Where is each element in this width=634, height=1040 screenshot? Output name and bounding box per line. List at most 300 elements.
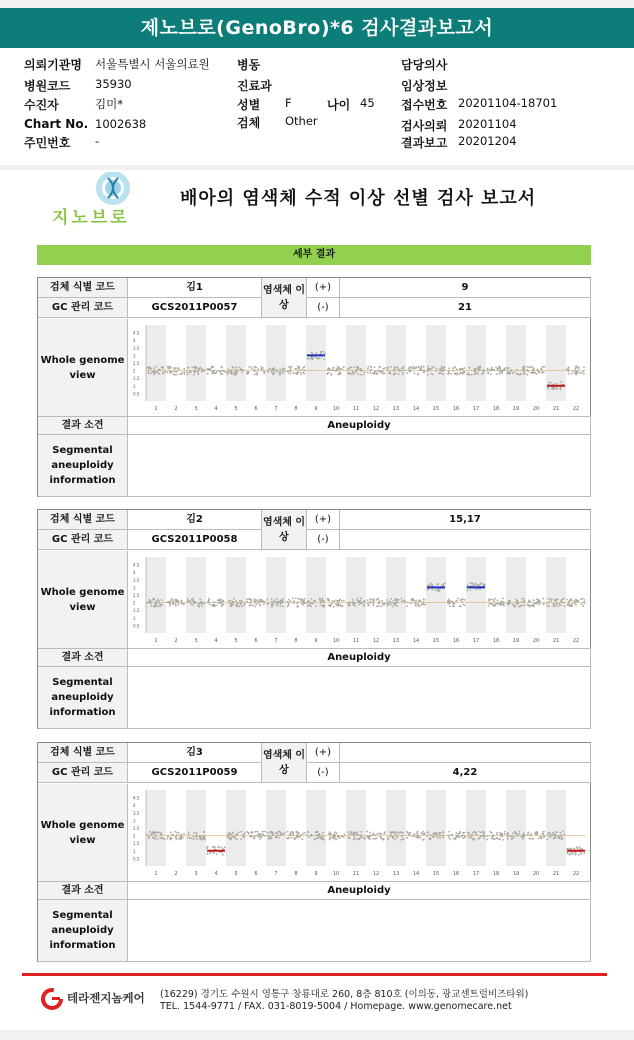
copy-number-point [240,603,242,605]
copy-number-point [268,368,270,370]
copy-number-point [399,831,401,833]
copy-number-point [152,599,154,601]
copy-number-point [479,584,481,586]
copy-number-point [230,604,232,606]
sex-label: 성별 [237,98,261,112]
copy-number-point [436,835,438,837]
recipient-label: 수진자 [24,98,59,112]
copy-number-point [548,832,550,834]
copy-number-point [507,835,509,837]
copy-number-point [319,604,321,606]
copy-number-point [575,368,577,370]
copy-number-point [308,836,310,838]
copy-number-point [348,834,350,836]
copy-number-point [277,831,279,833]
copy-number-point [381,600,383,602]
copy-number-point [175,367,177,369]
chromosome-band [186,325,206,401]
copy-number-point [478,837,480,839]
copy-number-point [290,831,292,833]
copy-number-point [200,602,202,604]
copy-number-point [512,832,514,834]
copy-number-point [574,369,576,371]
copy-number-point [157,599,159,601]
copy-number-point [448,367,450,369]
chromosome-band [266,790,286,866]
copy-number-point [181,603,183,605]
copy-number-point [452,605,454,607]
chromosome-tick-label: 19 [512,638,520,644]
copy-number-point [443,373,445,375]
copy-number-point [523,600,525,602]
gain-label: (+) [307,278,340,298]
copy-number-point [232,836,234,838]
copy-number-point [243,369,245,371]
copy-number-point [481,373,483,375]
report-date-label: 결과보고 [401,136,448,150]
copy-number-point [460,372,462,374]
copy-number-point [374,366,376,368]
copy-number-point [159,369,161,371]
copy-number-point [301,598,303,600]
copy-number-point [259,605,261,607]
copy-number-point [427,831,429,833]
copy-number-point [526,369,528,371]
copy-number-point [263,603,265,605]
segmental-label: Segmental aneuploidy information [38,900,128,962]
copy-number-point [383,838,385,840]
copy-number-point [313,602,315,604]
copy-number-point [467,832,469,834]
copy-number-point [152,371,154,373]
copy-number-point [196,835,198,837]
copy-number-point [254,606,256,608]
copy-number-point [568,848,570,850]
copy-number-point [469,582,471,584]
copy-number-point [336,839,338,841]
copy-number-point [310,358,312,360]
copy-number-point [543,831,545,833]
y-tick-label: 4.5 [133,330,140,336]
gc-code-value: GCS2011P0057 [128,298,262,318]
copy-number-point [235,833,237,835]
copy-number-point [193,836,195,838]
copy-number-point [230,372,232,374]
copy-number-point [530,372,532,374]
y-tick-label: 4.5 [133,562,140,568]
copy-number-point [448,836,450,838]
copy-number-point [152,831,154,833]
copy-number-point [316,837,318,839]
chromosome-tick-label: 9 [314,871,318,877]
chromosome-band [426,325,446,401]
chromosome-tick-label: 18 [492,871,500,877]
copy-number-point [168,366,170,368]
copy-number-point [268,838,270,840]
copy-number-point [228,600,230,602]
copy-number-point [547,605,549,607]
chromosome-band [226,557,246,633]
copy-number-point [571,599,573,601]
chromosome-tick-label: 16 [452,871,460,877]
copy-number-point [241,831,243,833]
copy-number-point [269,832,271,834]
copy-number-point [331,373,333,375]
whole-genome-view-label: Whole genome view [38,551,128,649]
copy-number-point [478,831,480,833]
copy-number-point [181,600,183,602]
copy-number-point [200,835,202,837]
copy-number-point [152,837,154,839]
copy-number-point [279,369,281,371]
y-tick-label: 2.5 [133,593,140,598]
copy-number-point [516,369,518,371]
copy-number-point [494,598,496,600]
y-tick-label: 3 [133,818,136,824]
copy-number-point [169,838,171,840]
copy-number-point [527,834,529,836]
copy-number-point [192,598,194,600]
copy-number-point [537,601,539,603]
copy-number-point [319,598,321,600]
copy-number-point [201,371,203,373]
chromosome-tick-label: 19 [512,871,520,877]
copy-number-point [418,601,420,603]
copy-number-point [574,372,576,374]
copy-number-point [560,838,562,840]
copy-number-point [300,600,302,602]
copy-number-point [429,838,431,840]
copy-number-point [514,836,516,838]
chromosome-band [426,790,446,866]
copy-number-point [515,605,517,607]
copy-number-point [258,836,260,838]
copy-number-point [254,598,256,600]
copy-number-point [464,605,466,607]
copy-number-point [578,366,580,368]
copy-number-point [223,604,225,606]
copy-number-point [522,838,524,840]
copy-number-point [472,839,474,841]
segmental-value [128,435,591,497]
copy-number-point [367,368,369,370]
receipt-label: 접수번호 [401,98,448,112]
copy-number-point [288,602,290,604]
copy-number-point [382,371,384,373]
copy-number-point [527,604,529,606]
copy-number-point [161,833,163,835]
copy-number-point [453,370,455,372]
result-value: Aneuploidy [128,417,591,435]
copy-number-point [474,368,476,370]
copy-number-point [461,601,463,603]
copy-number-point [471,374,473,376]
copy-number-point [169,605,171,607]
copy-number-point [396,835,398,837]
patient-info [0,48,634,165]
copy-number-point [448,599,450,601]
copy-number-point [558,605,560,607]
copy-number-point [421,369,423,371]
copy-number-point [555,835,557,837]
copy-number-point [248,605,250,607]
segmental-value [128,667,591,729]
copy-number-point [164,839,166,841]
copy-number-point [458,833,460,835]
copy-number-point [560,832,562,834]
sample-id-label: 검체 식별 코드 [38,510,128,530]
copy-number-point [576,367,578,369]
chromosome-tick-label: 18 [492,406,500,412]
copy-number-point [361,831,363,833]
y-tick-label: 3.5 [133,577,140,583]
copy-number-point [214,601,216,603]
copy-number-point [423,599,425,601]
copy-number-point [584,602,586,604]
copy-number-point [332,369,334,371]
result-label: 결과 소견 [38,649,128,667]
copy-number-point [243,605,245,607]
copy-number-point [246,599,248,601]
copy-number-point [452,367,454,369]
chromosome-tick-label: 14 [412,638,420,644]
copy-number-point [156,371,158,373]
copy-number-point [583,371,585,373]
copy-number-point [161,837,163,839]
copy-number-point [291,366,293,368]
copy-number-point [449,838,451,840]
copy-number-point [262,831,264,833]
copy-number-point [413,835,415,837]
copy-number-point [239,606,241,608]
whole-genome-view-label: Whole genome view [38,319,128,417]
copy-number-point [437,590,439,592]
result-value: Aneuploidy [128,649,591,667]
copy-number-point [543,836,545,838]
copy-number-point [434,832,436,834]
copy-number-point [419,836,421,838]
copy-number-point [423,833,425,835]
footer-divider [22,973,607,976]
chromosome-band [506,790,526,866]
copy-number-point [422,603,424,605]
copy-number-point [188,832,190,834]
copy-number-point [422,839,424,841]
copy-number-point [216,604,218,606]
copy-number-point [277,602,279,604]
copy-number-point [515,373,517,375]
copy-number-point [393,603,395,605]
copy-number-point [452,602,454,604]
copy-number-point [507,368,509,370]
chromosome-abnormality-label: 염색체 이상 [262,510,307,550]
copy-number-point [202,837,204,839]
copy-number-point [376,373,378,375]
copy-number-point [482,372,484,374]
copy-number-point [495,367,497,369]
copy-number-point [547,839,549,841]
copy-number-point [557,835,559,837]
copy-number-point [519,606,521,608]
copy-number-point [476,368,478,370]
copy-number-point [523,601,525,603]
copy-number-point [272,372,274,374]
copy-number-point [178,832,180,834]
copy-number-point [502,598,504,600]
copy-number-point [370,370,372,372]
copy-number-point [412,366,414,368]
copy-number-chart [128,319,591,416]
chromosome-tick-label: 22 [572,406,580,412]
copy-number-point [295,372,297,374]
copy-number-point [299,598,301,600]
copy-number-point [304,603,306,605]
copy-number-point [551,834,553,836]
copy-number-point [476,834,478,836]
chromosome-band [346,790,366,866]
result-label: 결과 소견 [38,882,128,900]
copy-number-point [296,605,298,607]
copy-number-point [416,833,418,835]
copy-number-point [287,831,289,833]
copy-number-point [266,832,268,834]
copy-number-point [241,606,243,608]
copy-number-point [176,838,178,840]
copy-number-point [208,600,210,602]
copy-number-point [251,600,253,602]
copy-number-point [147,834,149,836]
copy-number-chart [128,784,591,881]
chromosome-tick-label: 1 [154,638,158,644]
copy-number-point [224,371,226,373]
copy-number-point [296,368,298,370]
copy-number-point [191,838,193,840]
copy-number-point [415,367,417,369]
copy-number-point [582,598,584,600]
copy-number-point [211,372,213,374]
copy-number-point [300,374,302,376]
copy-number-point [215,372,217,374]
copy-number-point [155,366,157,368]
copy-number-point [503,605,505,607]
copy-number-point [219,600,221,602]
copy-number-point [358,373,360,375]
copy-number-point [179,838,181,840]
copy-number-point [464,367,466,369]
copy-number-point [433,366,435,368]
copy-number-point [418,367,420,369]
copy-number-point [512,373,514,375]
copy-number-point [292,598,294,600]
copy-number-point [431,585,433,587]
chromosome-tick-label: 21 [552,871,560,877]
copy-number-point [418,604,420,606]
copy-number-point [396,831,398,833]
copy-number-point [194,371,196,373]
copy-number-point [569,854,571,856]
copy-number-point [367,837,369,839]
copy-number-point [328,833,330,835]
loss-value: 4,22 [340,763,591,783]
copy-number-point [493,601,495,603]
copy-number-point [271,604,273,606]
copy-number-point [394,832,396,834]
copy-number-point [438,832,440,834]
copy-number-point [571,603,573,605]
chromosome-band [306,557,326,633]
chromosome-tick-label: 21 [552,638,560,644]
copy-number-point [407,602,409,604]
y-tick-label: 3.5 [133,345,140,351]
copy-number-point [176,370,178,372]
copy-number-point [309,603,311,605]
company-address: (16229) 경기도 수원시 영통구 창룡대로 260, 8층 810호 (이의동, 광교센트럴비즈타워) [160,989,529,1000]
chromosome-band [466,790,486,866]
copy-number-point [193,839,195,841]
copy-number-point [310,605,312,607]
copy-number-point [390,831,392,833]
copy-number-point [369,832,371,834]
copy-number-point [519,833,521,835]
copy-number-point [295,598,297,600]
copy-number-point [259,833,261,835]
copy-number-point [379,370,381,372]
copy-number-point [251,836,253,838]
copy-number-point [221,370,223,372]
copy-number-point [264,835,266,837]
copy-number-point [153,833,155,835]
copy-number-point [316,831,318,833]
copy-number-point [377,370,379,372]
copy-number-point [583,852,585,854]
segmental-value [128,900,591,962]
copy-number-point [153,374,155,376]
copy-number-point [573,848,575,850]
copy-number-point [517,373,519,375]
copy-number-point [238,831,240,833]
copy-number-point [390,366,392,368]
whole-genome-plot [128,319,591,417]
copy-number-point [440,372,442,374]
report-date-value: 20201204 [458,134,517,148]
chromosome-tick-label: 3 [194,638,198,644]
copy-number-point [247,371,249,373]
copy-number-point [542,366,544,368]
chromosome-tick-label: 7 [274,406,278,412]
copy-number-point [236,838,238,840]
copy-number-point [423,601,425,603]
copy-number-point [193,374,195,376]
copy-number-point [359,368,361,370]
chromosome-tick-label: 16 [452,638,460,644]
chromosome-tick-label: 19 [512,406,520,412]
y-tick-label: 1.5 [133,841,140,847]
copy-number-point [567,603,569,605]
copy-number-point [303,367,305,369]
copy-number-point [530,833,532,835]
copy-number-point [513,371,515,373]
copy-number-point [532,366,534,368]
copy-number-point [222,854,224,856]
copy-number-point [523,835,525,837]
chromosome-tick-label: 11 [352,638,360,644]
copy-number-point [414,602,416,604]
copy-number-point [298,369,300,371]
copy-number-point [487,605,489,607]
copy-number-point [575,854,577,856]
copy-number-point [187,601,189,603]
copy-number-point [444,367,446,369]
